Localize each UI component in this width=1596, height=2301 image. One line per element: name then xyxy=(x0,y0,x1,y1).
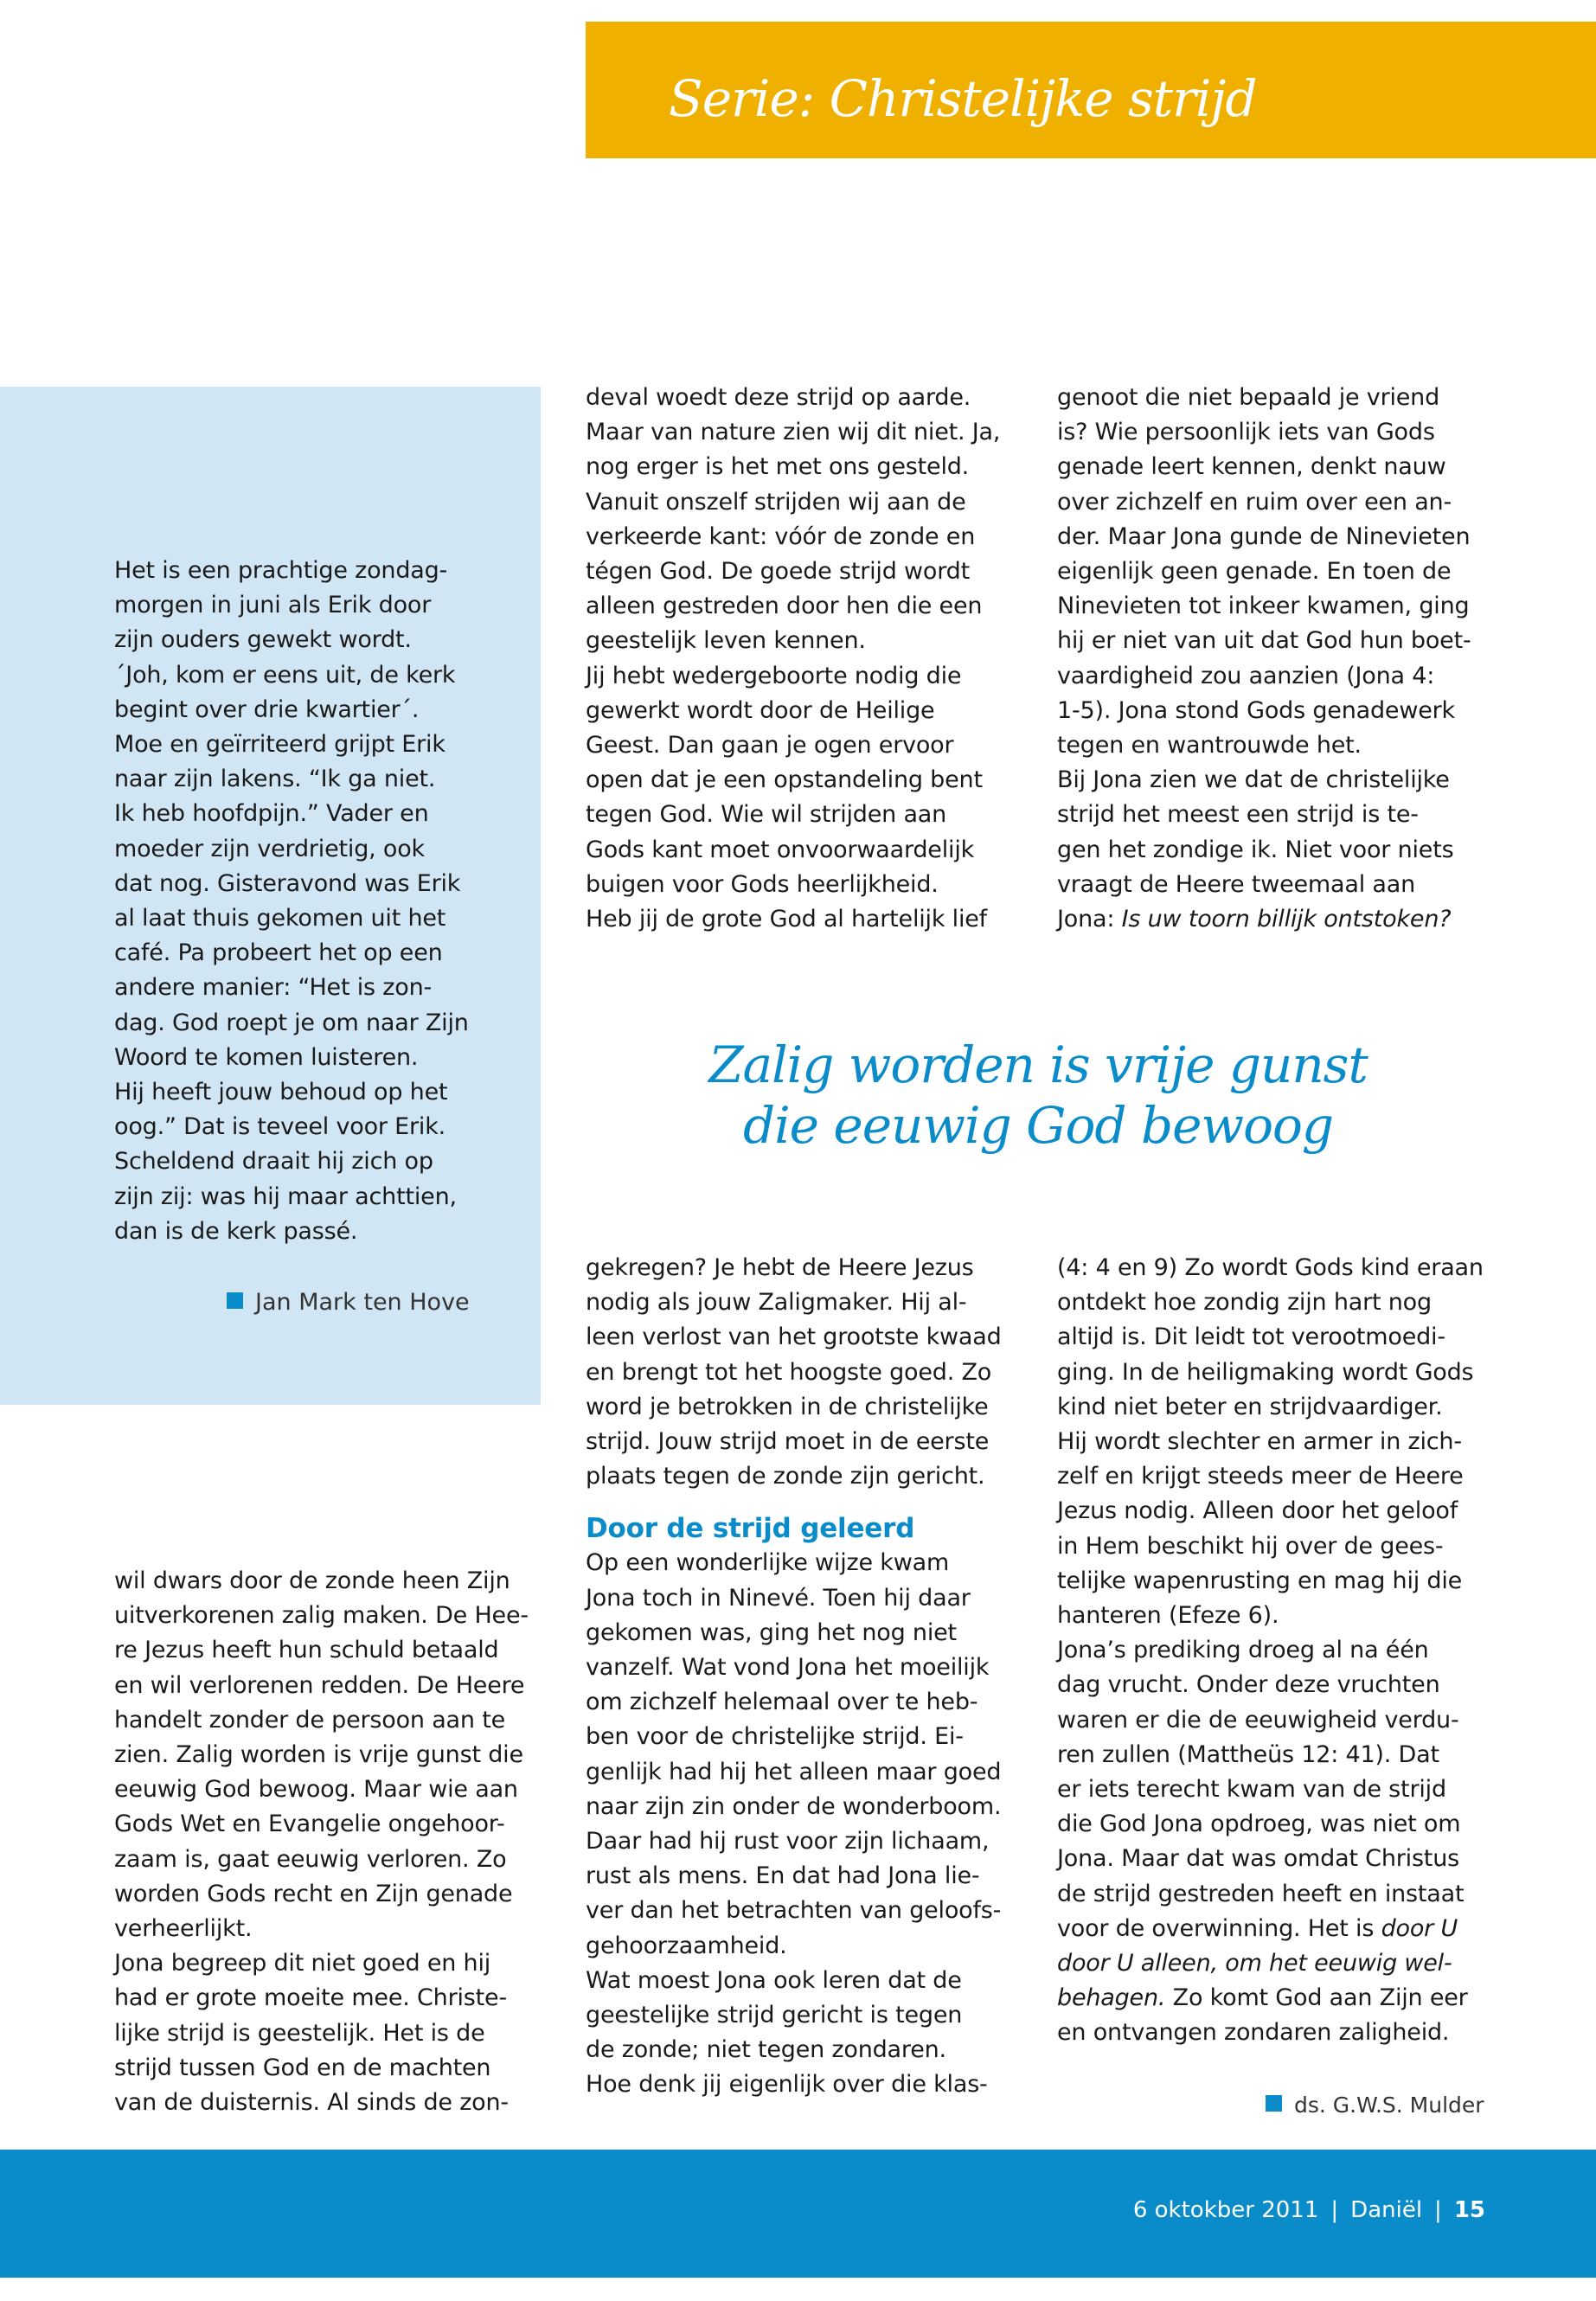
text-line: Scheldend draait hij zich op xyxy=(114,1148,433,1176)
mixed-line-3 xyxy=(1057,1981,1507,2016)
text-line: vanzelf. Wat vond Jona het moeilijk xyxy=(586,1654,990,1682)
text-line: 1-5). Jona stond Gods genadewerk xyxy=(1057,696,1455,724)
column-b-top xyxy=(586,381,1031,937)
text-line: der. Maar Jona gunde de Ninevieten xyxy=(1057,522,1471,550)
intro-author-name: Jan Mark ten Hove xyxy=(255,1289,470,1316)
text-line: uitverkorenen zalig maken. De Hee- xyxy=(114,1602,529,1630)
text-line: lijke strijd is geestelijk. Het is de xyxy=(114,2019,485,2047)
text-line: altijd is. Dit leidt tot verootmoedi- xyxy=(1057,1324,1445,1351)
text-line: over zichzelf en ruim over een an- xyxy=(1057,488,1452,516)
text-line: Jona. Maar dat was omdat Christus xyxy=(1057,1845,1459,1873)
text-line: eeuwig God bewoog. Maar wie aan xyxy=(114,1776,518,1804)
text-line: geestelijke strijd gericht is tegen xyxy=(586,2002,963,2029)
text-line: van de duisternis. Al sinds de zon- xyxy=(114,2089,509,2117)
text-line: in Hem beschikt hij over de gees- xyxy=(1057,1532,1444,1560)
text-line: Jezus nodig. Alleen door het geloof xyxy=(1057,1497,1458,1525)
section-subhead: Door de strijd geleerd xyxy=(586,1513,915,1545)
text-line: de zonde; niet tegen zondaren. xyxy=(586,2036,946,2064)
text-line: (4: 4 en 9) Zo wordt Gods kind eraan xyxy=(1057,1254,1484,1281)
text-line: word je betrokken in de christelijke xyxy=(586,1393,989,1420)
text-line: er iets terecht kwam van de strijd xyxy=(1057,1776,1446,1804)
text-line: ben voor de christelijke strijd. Ei- xyxy=(586,1723,964,1751)
text-line: de strijd gestreden heeft en instaat xyxy=(1057,1880,1465,1907)
text-line: genoot die niet bepaald je vriend xyxy=(1057,384,1440,411)
text-line: Het is een prachtige zondag- xyxy=(114,557,448,584)
column-b-bottom xyxy=(586,1251,1031,2103)
text-line: oog.” Dat is teveel voor Erik. xyxy=(114,1113,446,1141)
text-line: nog erger is het met ons gesteld. xyxy=(586,453,970,481)
text-line: vraagt de Heere tweemaal aan xyxy=(1057,870,1416,898)
text-line: Bij Jona zien we dat de christelijke xyxy=(1057,766,1450,794)
column-a-bottom xyxy=(114,1564,547,2120)
column-b-bottom-intro-lines xyxy=(586,1251,1031,1494)
text-line: Jij hebt wedergeboorte nodig die xyxy=(586,662,962,689)
page-number: 15 xyxy=(1453,2197,1485,2223)
text-line: Jona begreep dit niet goed en hij xyxy=(114,1950,491,1977)
article-author-name: ds. G.W.S. Mulder xyxy=(1294,2093,1484,2118)
text-line: Wat moest Jona ook leren dat de xyxy=(586,1966,962,1994)
text-line: nodig als jouw Zaligmaker. Hij al- xyxy=(586,1289,967,1317)
text-line: die God Jona opdroeg, was niet om xyxy=(1057,1811,1461,1838)
footer-separator: | xyxy=(1330,2197,1339,2223)
text-line: Moe en geïrriteerd grijpt Erik xyxy=(114,731,445,759)
text-line: morgen in juni als Erik door xyxy=(114,592,432,619)
text-line: tegen God. Wie wil strijden aan xyxy=(586,801,947,829)
footer-info xyxy=(1133,2193,1485,2227)
text-line: telijke wapenrusting en mag hij die xyxy=(1057,1567,1463,1594)
text-line: Jona toch in Ninevé. Toen hij daar xyxy=(586,1584,971,1612)
text-line: gehoorzaamheid. xyxy=(586,1932,787,1959)
text-line: deval woedt deze strijd op aarde. xyxy=(586,384,971,411)
text-line: Hoe denk jij eigenlijk over die klas- xyxy=(586,2071,988,2099)
text-line: naar zijn zin onder de wonderboom. xyxy=(586,1792,1002,1820)
text-line: en brengt tot het hoogste goed. Zo xyxy=(586,1358,992,1386)
text-line: Ninevieten tot inkeer kwamen, ging xyxy=(1057,593,1470,620)
text-line: zijn ouders gewekt wordt. xyxy=(114,626,412,654)
mixed-line-1 xyxy=(1057,1912,1507,1946)
text-line: genade leert kennen, denkt nauw xyxy=(1057,453,1446,481)
text-line: Heb jij de grote God al hartelijk lief xyxy=(586,906,987,933)
issue-date: 6 oktokber 2011 xyxy=(1132,2197,1319,2223)
text-line: ontdekt hoe zondig zijn hart nog xyxy=(1057,1289,1432,1317)
text-line: zijn zij: was hij maar achttien, xyxy=(114,1183,457,1210)
mixed-line-2-italic: door U alleen, om het eeuwig wel- xyxy=(1057,1950,1452,1977)
text-line: alleen gestreden door hen die een xyxy=(586,593,983,620)
text-line: Maar van nature zien wij dit niet. Ja, xyxy=(586,419,1001,446)
publication-name: Daniël xyxy=(1350,2197,1423,2223)
text-line: kind niet beter en strijdvaardiger. xyxy=(1057,1393,1443,1420)
text-line: gekregen? Je hebt de Heere Jezus xyxy=(586,1254,974,1281)
text-line: genlijk had hij het alleen maar goed xyxy=(586,1758,1002,1785)
column-c-bottom xyxy=(1057,1251,1507,2051)
text-line: tegen en wantrouwde het. xyxy=(1057,732,1362,760)
intro-text xyxy=(114,554,529,1249)
text-line: eigenlijk geen genade. En toen de xyxy=(1057,558,1452,586)
last-line-prefix: Jona: xyxy=(1057,906,1122,933)
text-line: Op een wonderlijke wijze kwam xyxy=(586,1549,950,1577)
article-author-byline xyxy=(1266,2088,1484,2123)
text-line: moeder zijn verdrietig, ook xyxy=(114,835,425,862)
column-c-top-lines xyxy=(1057,381,1507,902)
text-line: tégen God. De goede strijd wordt xyxy=(586,558,971,586)
text-line: andere manier: “Het is zon- xyxy=(114,974,433,1002)
column-c-top xyxy=(1057,381,1507,937)
column-c-top-last-line xyxy=(1057,902,1507,937)
text-line: dag vrucht. Onder deze vruchten xyxy=(1057,1671,1440,1699)
mixed-line-3-italic: behagen. xyxy=(1057,1984,1166,2012)
mixed-line-2 xyxy=(1057,1946,1507,1981)
series-banner xyxy=(586,22,1596,158)
mixed-line-1-italic: door U xyxy=(1381,1914,1458,1942)
text-line: al laat thuis gekomen uit het xyxy=(114,905,446,933)
text-line: café. Pa probeert het op een xyxy=(114,939,443,967)
mixed-line-3-normal: Zo komt God aan Zijn eer xyxy=(1165,1984,1468,2012)
mixed-line-1-normal: voor de overwinning. Het is xyxy=(1057,1914,1381,1942)
pull-quote xyxy=(606,1035,1471,1156)
pull-quote-line-2: die eeuwig God bewoog xyxy=(742,1096,1334,1155)
text-line: gewerkt wordt door de Heilige xyxy=(586,696,935,724)
text-line: waren er die de eeuwigheid verdu- xyxy=(1057,1706,1459,1734)
text-line: re Jezus heeft hun schuld betaald xyxy=(114,1637,499,1664)
text-line: verkeerde kant: vóór de zonde en xyxy=(586,522,976,550)
text-line: dat nog. Gisteravond was Erik xyxy=(114,869,461,897)
text-line: had er grote moeite mee. Christe- xyxy=(114,1984,507,2012)
text-line: om zichzelf helemaal over te heb- xyxy=(586,1689,978,1716)
text-line: plaats tegen de zonde zijn gericht. xyxy=(586,1463,985,1490)
text-line: buigen voor Gods heerlijkheid. xyxy=(586,870,939,898)
text-line: en wil verlorenen redden. De Heere xyxy=(114,1671,525,1699)
text-line: strijd. Jouw strijd moet in de eerste xyxy=(586,1428,990,1456)
text-line: Vanuit onszelf strijden wij aan de xyxy=(586,488,966,516)
text-line: Geest. Dan gaan je ogen ervoor xyxy=(586,732,954,760)
text-line: wil dwars door de zonde heen Zijn xyxy=(114,1567,510,1594)
text-line: worden Gods recht en Zijn genade xyxy=(114,1880,513,1907)
text-line: strijd tussen God en de machten xyxy=(114,2054,491,2081)
series-title: Serie: Christelijke strijd xyxy=(669,69,1257,128)
text-line: Gods Wet en Evangelie ongehoor- xyxy=(114,1811,505,1838)
text-line: open dat je een opstandeling bent xyxy=(586,766,983,794)
byline-square-icon xyxy=(1266,2095,1282,2112)
text-line: ging. In de heiligmaking wordt Gods xyxy=(1057,1358,1474,1386)
text-line: handelt zonder de persoon aan te xyxy=(114,1706,505,1734)
text-line: Ik heb hoofdpijn.” Vader en xyxy=(114,800,429,828)
text-line: Hij heeft jouw behoud op het xyxy=(114,1079,448,1106)
text-line: gekomen was, ging het nog niet xyxy=(586,1618,957,1646)
byline-square-icon xyxy=(227,1292,243,1309)
text-line: verheerlijkt. xyxy=(114,1915,253,1943)
text-line: hanteren (Efeze 6). xyxy=(1057,1602,1279,1630)
column-b-bottom-section-lines xyxy=(586,1546,1031,2102)
text-line: leen verlost van het grootste kwaad xyxy=(586,1324,1002,1351)
text-line: strijd het meest een strijd is te- xyxy=(1057,801,1419,829)
text-line: Gods kant moet onvoorwaardelijk xyxy=(586,836,975,863)
bible-quote-italic: Is uw toorn billijk ontstoken? xyxy=(1121,906,1452,933)
text-line: ren zullen (Mattheüs 12: 41). Dat xyxy=(1057,1740,1439,1768)
text-line: vaardigheid zou aanzien (Jona 4: xyxy=(1057,662,1435,689)
text-line: hij er niet van uit dat God hun boet- xyxy=(1057,627,1471,655)
text-line: is? Wie persoonlijk iets van Gods xyxy=(1057,419,1435,446)
text-line: dan is de kerk passé. xyxy=(114,1217,358,1245)
intro-author-byline xyxy=(227,1285,470,1320)
column-c-bottom-lines xyxy=(1057,1251,1507,1912)
text-line: ver dan het betrachten van geloofs- xyxy=(586,1897,1002,1925)
text-line: dag. God roept je om naar Zijn xyxy=(114,1009,469,1036)
text-line: zaam is, gaat eeuwig verloren. Zo xyxy=(114,1845,507,1873)
page-footer xyxy=(0,2150,1596,2278)
column-c-bottom-last-line: en ontvangen zondaren zaligheid. xyxy=(1057,2019,1450,2047)
text-line: Jona’s prediking droeg al na één xyxy=(1057,1637,1429,1664)
text-line: geestelijk leven kennen. xyxy=(586,627,866,655)
text-line: Daar had hij rust voor zijn lichaam, xyxy=(586,1828,990,1856)
text-line: zelf en krijgt steeds meer de Heere xyxy=(1057,1463,1464,1490)
text-line: begint over drie kwartier´. xyxy=(114,695,420,723)
text-line: gen het zondige ik. Niet voor niets xyxy=(1057,836,1454,863)
text-line: Woord te komen luisteren. xyxy=(114,1043,419,1071)
text-line: rust als mens. En dat had Jona lie- xyxy=(586,1862,980,1890)
text-line: zien. Zalig worden is vrije gunst die xyxy=(114,1741,523,1769)
text-line: ´Joh, kom er eens uit, de kerk xyxy=(114,661,456,689)
footer-separator: | xyxy=(1434,2197,1442,2223)
pull-quote-line-1: Zalig worden is vrije gunst xyxy=(708,1035,1368,1094)
text-line: Hij wordt slechter en armer in zich- xyxy=(1057,1428,1462,1456)
text-line: naar zijn lakens. “Ik ga niet. xyxy=(114,766,436,793)
